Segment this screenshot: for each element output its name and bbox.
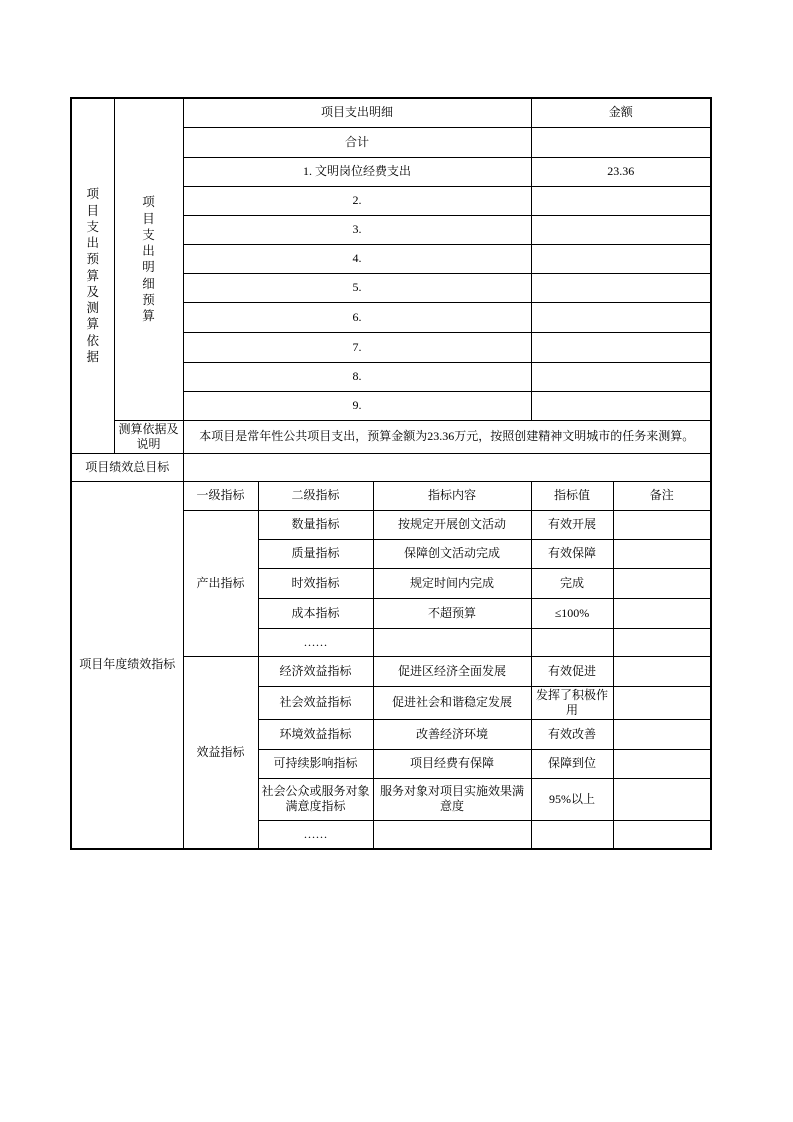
output-group-label-cell: 产出指标 [183,510,258,656]
amount-header-cell: 金额 [531,98,711,127]
overall-goal-label-cell: 项目绩效总目标 [71,453,183,481]
content-cell: 改善经济环境 [373,719,531,749]
item-label-cell: 2. [183,186,531,215]
detail-header-cell: 项目支出明细 [183,98,531,127]
item-label-cell: 7. [183,332,531,362]
item-label-cell: 3. [183,215,531,244]
remark-cell [613,686,711,719]
content-cell: 项目经费有保障 [373,749,531,778]
level2-cell: …… [258,628,373,656]
value-cell: 完成 [531,568,613,598]
value-cell: 有效促进 [531,656,613,686]
content-cell: 规定时间内完成 [373,568,531,598]
level1-header-cell: 一级指标 [183,481,258,510]
content-cell: 保障创文活动完成 [373,539,531,568]
level2-cell: 可持续影响指标 [258,749,373,778]
level2-cell: 环境效益指标 [258,719,373,749]
budget-section-label: 项目支出预算及测算依据 [86,187,99,364]
content-cell [373,628,531,656]
value-cell [531,628,613,656]
item-amount-cell [531,273,711,302]
budget-performance-table [70,97,712,850]
item-amount-cell [531,215,711,244]
content-cell: 促进社会和谐稳定发展 [373,686,531,719]
item-label-cell: 4. [183,244,531,273]
basis-text-cell: 本项目是常年性公共项目支出，预算金额为23.36万元，按照创建精神文明城市的任务来测算。 [183,420,711,453]
remark-cell [613,568,711,598]
remark-cell [613,749,711,778]
level2-cell: 时效指标 [258,568,373,598]
level2-cell: 经济效益指标 [258,656,373,686]
item-amount-cell [531,362,711,391]
remark-header-cell: 备注 [613,481,711,510]
remark-cell [613,510,711,539]
value-cell: 有效开展 [531,510,613,539]
annual-indicator-label-cell [71,481,183,849]
remark-cell [613,820,711,849]
value-cell: 有效改善 [531,719,613,749]
detail-budget-label: 项目支出明细预算 [142,195,155,323]
level2-cell: 社会效益指标 [258,686,373,719]
basis-row [71,420,711,453]
value-cell [531,820,613,849]
remark-cell [613,778,711,820]
item-amount-cell: 23.36 [531,157,711,186]
content-cell: 服务对象对项目实施效果满意度 [373,778,531,820]
indicator-header-row [71,481,711,510]
remark-cell [613,719,711,749]
annual-indicator-label: 项目年度绩效指标 [79,657,176,672]
item-amount-cell [531,302,711,332]
level2-cell: …… [258,820,373,849]
remark-cell [613,539,711,568]
item-label-cell: 8. [183,362,531,391]
content-cell [373,820,531,849]
level2-cell: 成本指标 [258,598,373,628]
detail-header-row [71,98,711,127]
content-cell: 不超预算 [373,598,531,628]
value-cell: 发挥了积极作用 [531,686,613,719]
content-cell: 按规定开展创文活动 [373,510,531,539]
item-amount-cell [531,332,711,362]
item-label-cell: 1. 文明岗位经费支出 [183,157,531,186]
benefit-group-label-cell: 效益指标 [183,656,258,849]
remark-cell [613,656,711,686]
remark-cell [613,598,711,628]
item-amount-cell [531,186,711,215]
item-amount-cell [531,244,711,273]
overall-goal-value-cell [183,453,711,481]
detail-budget-label-cell [114,98,183,420]
total-amount-cell [531,127,711,157]
level2-header-cell: 二级指标 [258,481,373,510]
value-cell: 有效保障 [531,539,613,568]
item-label-cell: 5. [183,273,531,302]
level2-cell: 社会公众或服务对象满意度指标 [258,778,373,820]
level2-cell: 质量指标 [258,539,373,568]
item-amount-cell [531,391,711,420]
item-label-cell: 6. [183,302,531,332]
remark-cell [613,628,711,656]
total-label-cell: 合计 [183,127,531,157]
basis-label-cell: 测算依据及说明 [114,420,183,453]
value-cell: 95%以上 [531,778,613,820]
value-cell: 保障到位 [531,749,613,778]
value-cell: ≤100% [531,598,613,628]
content-cell: 促进区经济全面发展 [373,656,531,686]
value-header-cell: 指标值 [531,481,613,510]
level2-cell: 数量指标 [258,510,373,539]
overall-goal-row [71,453,711,481]
item-label-cell: 9. [183,391,531,420]
content-header-cell: 指标内容 [373,481,531,510]
budget-section-label-cell [71,98,114,453]
